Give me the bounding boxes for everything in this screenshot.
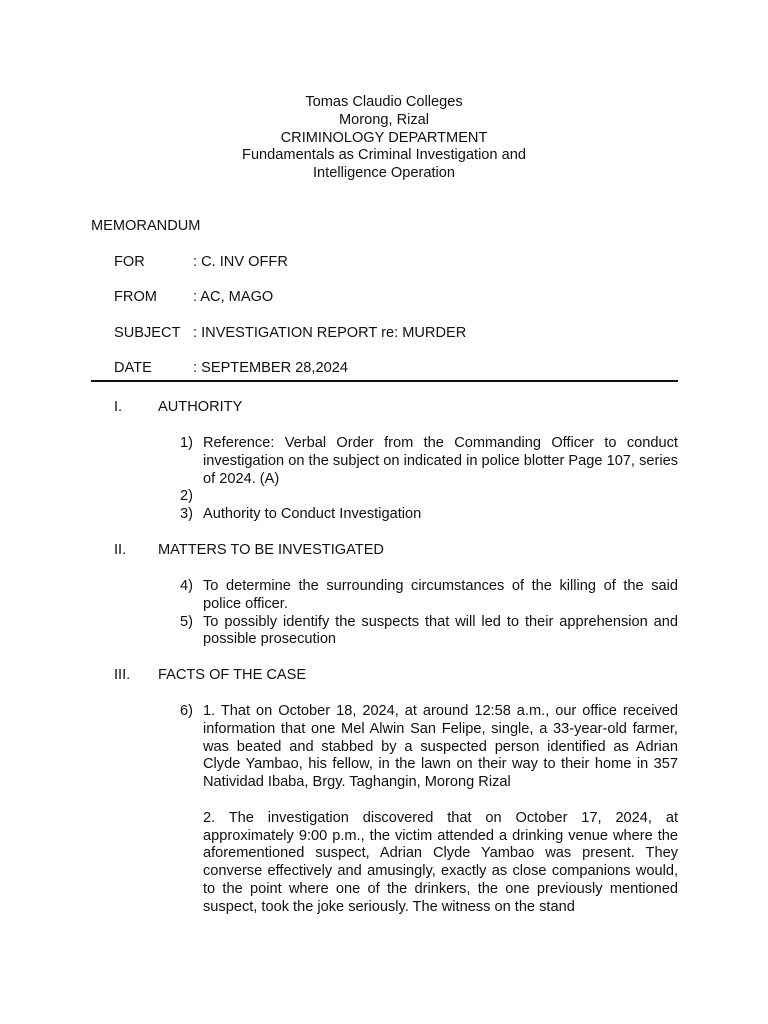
authority-list	[180, 435, 678, 524]
document-header	[0, 94, 768, 183]
facts-paragraph-1: 1. That on October 18, 2024, at around 12:58 a.m., our office received information that one Mel Alwin San Felipe, single, a 33-year-old farmer, was beated and stabbed by a suspected person identified as Adrian Clyde Yambao, his fellow, in the lawn on their way to their home in 357 Natividad Ibaba, Brgy. Taghangin, Morong Rizal	[203, 703, 678, 791]
memo-for-field	[114, 254, 288, 272]
section-title: FACTS OF THE CASE	[158, 667, 307, 683]
section-number: II.	[114, 542, 127, 558]
item-text: Authority to Conduct Investigation	[203, 506, 422, 523]
from-label: FROM	[114, 289, 157, 305]
list-item	[180, 506, 678, 524]
course-title-line2: Intelligence Operation	[313, 165, 455, 182]
department-name: CRIMINOLOGY DEPARTMENT	[280, 129, 488, 146]
date-label: DATE	[114, 360, 152, 376]
section-title: AUTHORITY	[158, 399, 243, 415]
item-number: 6)	[180, 703, 193, 719]
for-value: : C. INV OFFR	[193, 254, 288, 270]
school-name: Tomas Claudio Colleges	[305, 94, 463, 110]
course-title-line1: Fundamentals as Criminal Investigation and	[242, 147, 526, 164]
subject-value: : INVESTIGATION REPORT re: MURDER	[193, 325, 467, 341]
list-item	[180, 614, 678, 650]
for-label: FOR	[114, 254, 145, 270]
section-number: III.	[114, 667, 131, 683]
item-text: To possibly identify the suspects that will led to their apprehension and possible prosecution	[203, 613, 678, 648]
section-title: MATTERS TO BE INVESTIGATED	[158, 542, 384, 558]
section-authority-heading	[114, 399, 242, 417]
from-value: : AC, MAGO	[193, 289, 274, 305]
matters-list	[180, 578, 678, 649]
memo-subject-field	[114, 325, 466, 343]
item-text	[203, 703, 678, 917]
section-number: I.	[114, 399, 123, 415]
memo-title: MEMORANDUM	[91, 218, 201, 234]
memo-from-field	[114, 289, 273, 307]
item-text: Reference: Verbal Order from the Commanding Officer to conduct investigation on the subject on indicated in police blotter Page 107, series of 2024. (A)	[203, 435, 678, 487]
list-item	[180, 488, 678, 506]
list-item	[180, 703, 678, 917]
item-number: 4)	[180, 578, 193, 594]
item-number: 2)	[180, 488, 193, 505]
subject-label: SUBJECT	[114, 325, 181, 341]
item-text: To determine the surrounding circumstances of the killing of the said police officer.	[203, 578, 678, 612]
item-text	[203, 488, 678, 506]
facts-paragraph-2: 2. The investigation discovered that on October 17, 2024, at approximately 9:00 p.m., the victim attended a drinking venue where the aforementioned suspect, Adrian Clyde Yambao was present. They converse effectively and amusingly, exactly as close companions would, to the point where one of the drinkers, the one previously mentioned suspect, took the joke seriously. The witness on the stand	[203, 809, 678, 915]
memo-date-field	[114, 360, 348, 378]
item-number: 1)	[180, 435, 193, 451]
date-value: : SEPTEMBER 28,2024	[193, 360, 348, 376]
facts-list	[180, 703, 678, 917]
list-item	[180, 435, 678, 488]
section-facts-heading	[114, 667, 306, 685]
list-item	[180, 578, 678, 614]
section-matters-heading	[114, 542, 384, 560]
school-location: Morong, Rizal	[338, 111, 430, 128]
header-divider	[91, 380, 678, 382]
item-number: 3)	[180, 506, 193, 523]
item-number: 5)	[180, 613, 193, 630]
